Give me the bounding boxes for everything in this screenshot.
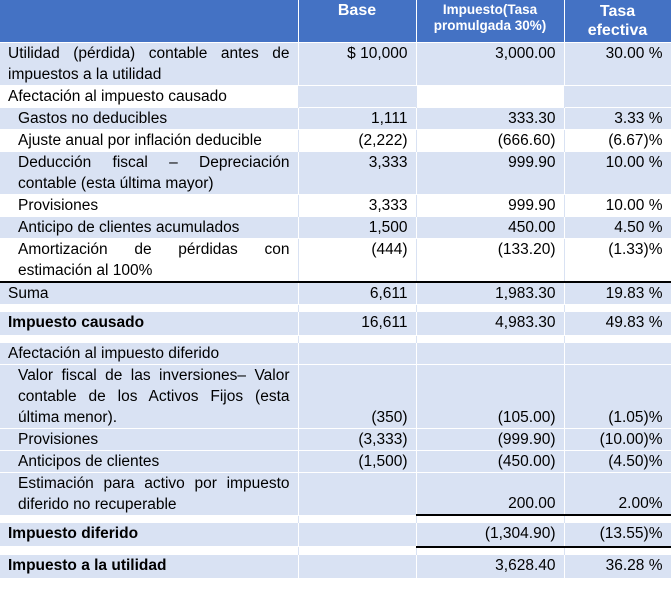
row-base: 1,111	[298, 107, 416, 129]
row-base	[298, 554, 416, 578]
row-base	[298, 85, 416, 107]
row-label: Amortización de pérdidas con estimación al 100%	[0, 238, 298, 282]
row-base: 1,500	[298, 216, 416, 238]
row-label: Anticipo de clientes acumulados	[0, 216, 298, 238]
section-row	[0, 85, 671, 107]
total-row	[0, 554, 671, 578]
row-label: Impuesto causado	[0, 311, 298, 335]
row-tasa: (10.00)%	[564, 428, 671, 450]
total-row	[0, 311, 671, 335]
table-row	[0, 151, 671, 194]
row-impuesto: 3,000.00	[416, 42, 564, 85]
row-base: 16,611	[298, 311, 416, 335]
row-impuesto: (1,304.90)	[416, 523, 564, 547]
spacer-row	[0, 304, 671, 311]
row-base: 3,333	[298, 194, 416, 216]
row-impuesto: (999.90)	[416, 428, 564, 450]
row-impuesto: 333.30	[416, 107, 564, 129]
row-tasa: 49.83 %	[564, 311, 671, 335]
row-impuesto: (133.20)	[416, 238, 564, 282]
row-base	[298, 523, 416, 547]
row-tasa: 2.00%	[564, 472, 671, 515]
row-impuesto: (666.60)	[416, 129, 564, 151]
row-label: Impuesto diferido	[0, 523, 298, 547]
row-base: $ 10,000	[298, 42, 416, 85]
header-impuesto	[416, 0, 564, 42]
row-tasa: (1.33)%	[564, 238, 671, 282]
row-label: Provisiones	[0, 194, 298, 216]
row-label: Provisiones	[0, 428, 298, 450]
row-label: Afectación al impuesto diferido	[0, 342, 298, 364]
header-impuesto-line1: Impuesto(Tasa	[442, 2, 538, 17]
row-tasa: 10.00 %	[564, 151, 671, 194]
row-label: Estimación para activo por impuesto diferido no recuperable	[0, 472, 298, 515]
row-base: 3,333	[298, 151, 416, 194]
row-base: (3,333)	[298, 428, 416, 450]
row-base: (350)	[298, 364, 416, 428]
row-tasa: 4.50 %	[564, 216, 671, 238]
row-tasa: (4.50)%	[564, 450, 671, 472]
total-row	[0, 523, 671, 547]
row-tasa	[564, 85, 671, 107]
header-concept	[0, 0, 298, 42]
table-row	[0, 107, 671, 129]
row-impuesto: 999.90	[416, 151, 564, 194]
table-row	[0, 364, 671, 428]
row-impuesto	[416, 85, 564, 107]
table-row	[0, 238, 671, 282]
row-label: Anticipos de clientes	[0, 450, 298, 472]
table-row	[0, 472, 671, 515]
row-label: Afectación al impuesto causado	[0, 85, 298, 107]
row-impuesto: 450.00	[416, 216, 564, 238]
row-impuesto: 999.90	[416, 194, 564, 216]
section-row	[0, 342, 671, 364]
table-row	[0, 42, 671, 85]
table-row	[0, 450, 671, 472]
row-label: Valor fiscal de las inversiones– Valor contable de los Activos Fijos (esta última menor).	[0, 364, 298, 428]
row-tasa: (1.05)%	[564, 364, 671, 428]
spacer-row	[0, 547, 671, 555]
row-tasa: (13.55)%	[564, 523, 671, 547]
row-tasa	[564, 342, 671, 364]
header-tasa-line1: Tasa	[599, 3, 636, 20]
row-label: Gastos no deducibles	[0, 107, 298, 129]
row-base: (1,500)	[298, 450, 416, 472]
header-row	[0, 0, 671, 42]
table-row	[0, 129, 671, 151]
row-tasa: 10.00 %	[564, 194, 671, 216]
table-row	[0, 428, 671, 450]
row-tasa: (6.67)%	[564, 129, 671, 151]
header-tasa	[564, 0, 671, 42]
row-base: (444)	[298, 238, 416, 282]
header-tasa-line2: efectiva	[587, 22, 648, 39]
row-base	[298, 472, 416, 515]
row-label: Suma	[0, 282, 298, 305]
subtotal-row	[0, 282, 671, 305]
header-base: Base	[298, 0, 416, 42]
row-impuesto: 200.00	[416, 472, 564, 515]
row-impuesto: 4,983.30	[416, 311, 564, 335]
row-tasa: 36.28 %	[564, 554, 671, 578]
row-impuesto: (105.00)	[416, 364, 564, 428]
table-row	[0, 194, 671, 216]
row-tasa: 30.00 %	[564, 42, 671, 85]
table-row	[0, 216, 671, 238]
row-label: Impuesto a la utilidad	[0, 554, 298, 578]
row-label: Deducción fiscal – Depreciación contable (esta última mayor)	[0, 151, 298, 194]
spacer-row	[0, 515, 671, 523]
header-impuesto-line2: promulgada 30%)	[433, 18, 547, 33]
row-label: Ajuste anual por inflación deducible	[0, 129, 298, 151]
row-impuesto	[416, 342, 564, 364]
row-tasa: 3.33 %	[564, 107, 671, 129]
row-base: (2,222)	[298, 129, 416, 151]
spacer-row	[0, 335, 671, 342]
row-impuesto: 3,628.40	[416, 554, 564, 578]
row-tasa: 19.83 %	[564, 282, 671, 305]
row-impuesto: (450.00)	[416, 450, 564, 472]
row-label: Utilidad (pérdida) contable antes de impuestos a la utilidad	[0, 42, 298, 85]
row-base: 6,611	[298, 282, 416, 305]
row-impuesto: 1,983.30	[416, 282, 564, 305]
row-base	[298, 342, 416, 364]
